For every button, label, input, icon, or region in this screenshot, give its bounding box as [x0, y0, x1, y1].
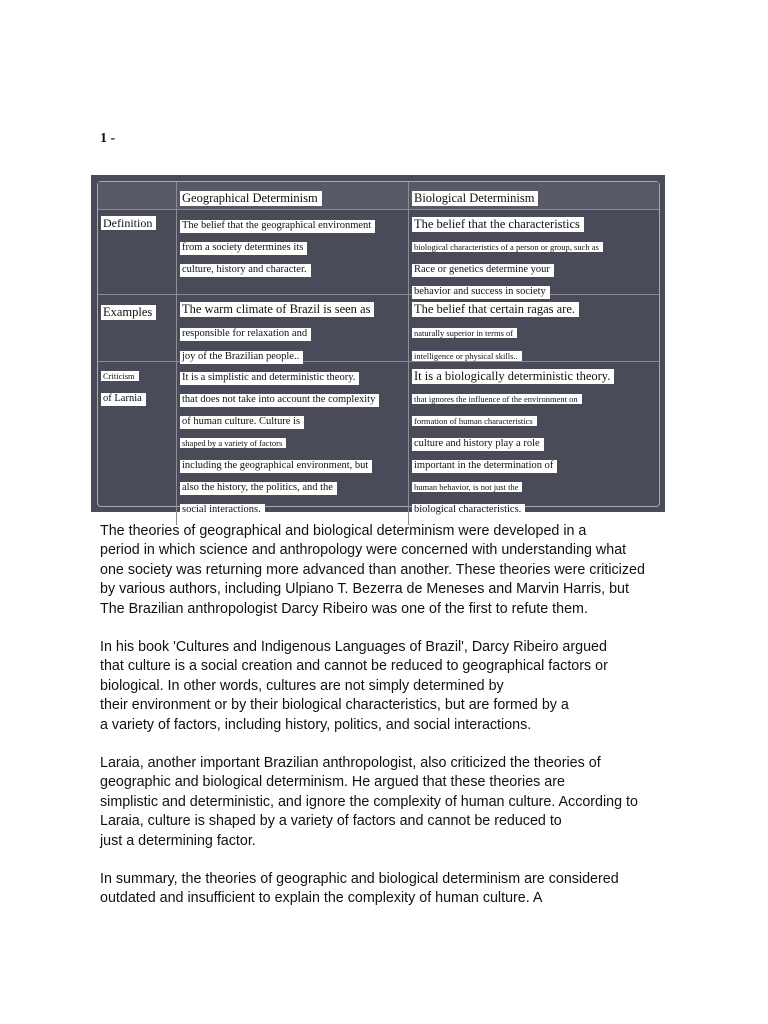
paragraph-4: In summary, the theories of geographic and biological determinism are considered outdated and insufficient to explain the complexity of human culture. A [100, 871, 619, 907]
row-label-examples: Examples [98, 295, 177, 362]
criticism-biological: It is a biologically deterministic theory. that ignores the influence of the environment on formation of human characteristics culture and history play a role important in the determination of human behavior, is not just the biological characteristics. [409, 362, 659, 525]
row-label-definition: Definition [98, 210, 177, 295]
definition-geographical: The belief that the geographical environment from a society determines its culture, history and character. [177, 210, 409, 295]
determinism-table-image [91, 175, 665, 515]
definition-biological: The belief that the characteristics biological characteristics of a person or group, such as Race or genetics determine your behavior and success in society [409, 210, 659, 295]
header-empty-cell [98, 182, 177, 210]
paragraph-1: The theories of geographical and biological determinism were developed in a period in which science and anthropology were concerned with understanding what one society was returning more advanced than another. These theories were criticized by various authors, including Ulpiano T. Bezerra de Meneses and Marvin Harris, but The Brazilian anthropologist Darcy Ribeiro was one of the first to refute them. [100, 523, 645, 617]
determinism-table [97, 181, 660, 515]
header-biological: Biological Determinism [409, 182, 659, 210]
criticism-geographical: It is a simplistic and deterministic theory. that does not take into account the complexity of human culture. Culture is shaped by a variety of factors including the geographical environment, but also the history, the politics, and the social interactions. [177, 362, 409, 525]
question-number: 1 - [100, 131, 116, 146]
paragraph-3: Laraia, another important Brazilian anthropologist, also criticized the theories of geographic and biological determinism. He argued that these theories are simplistic and deterministic, and ignore the complexity of human culture. According to Laraia, culture is shaped by a variety of factors and cannot be reduced to just a determining factor. [100, 755, 638, 849]
header-geographical: Geographical Determinism [177, 182, 409, 210]
row-label-criticism: Criticism of Larnia [98, 362, 177, 525]
examples-geographical: The warm climate of Brazil is seen as responsible for relaxation and joy of the Brazilian people.. [177, 295, 409, 362]
examples-biological: The belief that certain ragas are. naturally superior in terms of intelligence or physical skills.. [409, 295, 659, 362]
paragraph-2: In his book 'Cultures and Indigenous Languages of Brazil', Darcy Ribeiro argued that culture is a social creation and cannot be reduced to geographical factors or biological. In other words, cultures are not simply determined by their environment or by their biological characteristics, but are formed by a a variety of factors, including history, politics, and social interactions. [100, 639, 608, 733]
